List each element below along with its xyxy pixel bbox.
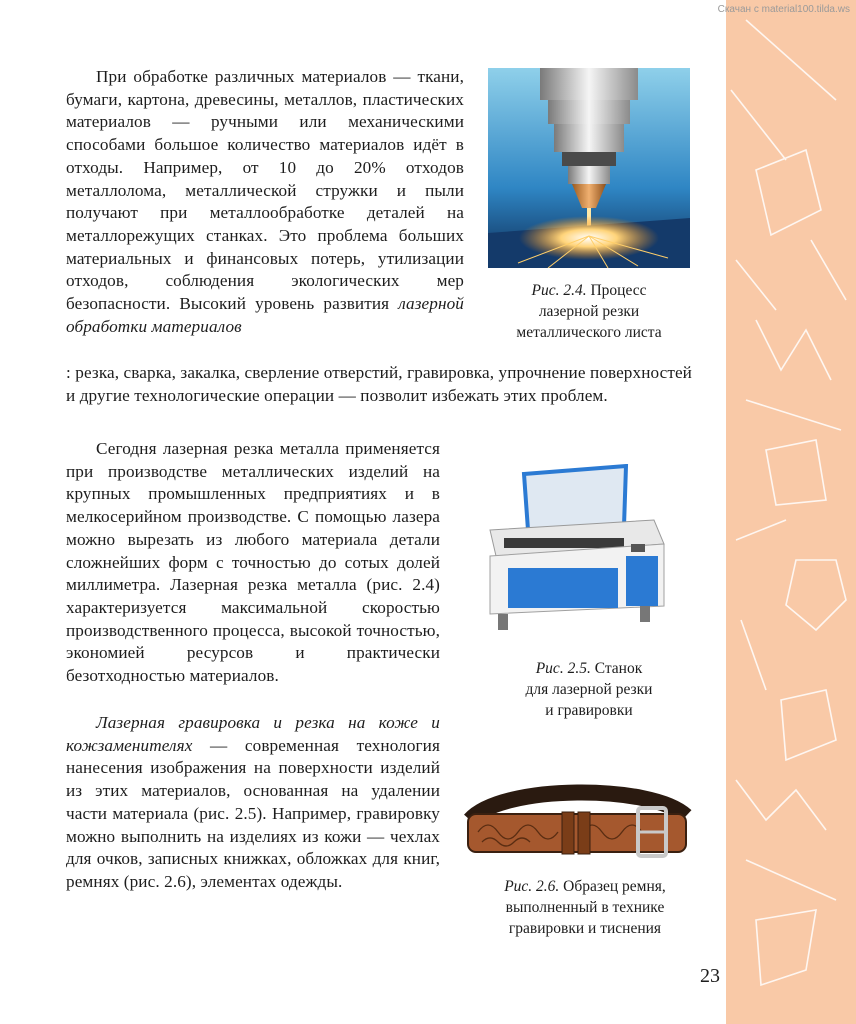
watermark: Скачан с material100.tilda.ws — [717, 4, 850, 15]
figure-2-6-caption — [470, 876, 700, 939]
paragraph-1-text-a: При обработке различных материалов — ткани, бумаги, картона, древесины, металлов, пластических материалов — ручными или механическими способами большое количество материалов идёт в отходы. Например, от 10 до 20% отходов металлолома, металлической стружки и пыли получают при металлообработке деталей на металлорежущих станках. Это проблема больших материальных и финансовых потерь, утилизации отходов, соблюдения экологических мер безопасности. Высокий уровень развития — [66, 67, 464, 314]
decorative-side-strip — [726, 0, 856, 1024]
paragraph-1-bottom — [66, 362, 692, 407]
paragraph-2 — [66, 438, 440, 688]
figure-2-4-line2: лазерной резки — [538, 303, 640, 320]
figure-2-6-line3: гравировки и тиснения — [508, 920, 662, 937]
figure-2-4-caption — [478, 280, 700, 343]
figure-2-5-number: Рис. 2.5. — [535, 660, 591, 677]
geometric-pattern — [726, 0, 856, 1024]
figure-2-5-caption — [478, 658, 700, 721]
paragraph-1-text-b: : резка, сварка, закалка, сверление отверстий, гравировка, упрочнение поверхностей и другие технологические операции — позволит избежать этих проблем. — [66, 363, 692, 405]
figure-2-4-line1: Процесс — [590, 282, 647, 299]
paragraph-3-text: — современная технология нанесения изображения на поверхности изделий из этих материалов, основанная на удалении части материала (рис. 2.5). Например, гравировку можно выполнить на изделиях из кожи — чехлах для очков, записных книжках, обложках для книг, ремнях (рис. 2.6), элементах одежды. — [66, 735, 440, 891]
paragraph-2-text: Сегодня лазерная резка металла применяется при производстве металлических изделий на крупных промышленных предприятиях и в мелкосерийном производстве. С помощью лазера можно вырезать из любого материала детали сложнейших форм с точностью до сотых долей миллиметра. Лазерная резка металла (рис. 2.4) характеризуется максимальной скоростью производственного процесса, высокой точностью, экономией ресурсов и практически безотходностью материалов. — [66, 439, 440, 686]
paragraph-3-italic: Лазерная гравировка и резка на коже и кожзаменителях — [66, 713, 440, 755]
figure-2-5-line2: для лазерной резки — [525, 681, 653, 698]
figure-2-4-number: Рис. 2.4. — [531, 282, 587, 299]
figure-2-4-line3: металлического листа — [516, 324, 662, 341]
laser-cutting-head-photo — [488, 68, 690, 268]
paragraph-1-top — [66, 66, 464, 338]
page-number: 23 — [700, 965, 720, 987]
laser-engraving-machine-photo — [484, 464, 670, 634]
paragraph-3 — [66, 712, 440, 894]
paragraph-1-italic: лазерной обработки материалов — [66, 294, 464, 336]
figure-2-5-line3: и гравировки — [545, 702, 633, 719]
figure-2-5-line1: Станок — [594, 660, 643, 677]
figure-2-6-number: Рис. 2.6. — [504, 878, 560, 895]
figure-2-6-line1: Образец ремня, — [563, 878, 666, 895]
figure-2-6-line2: выполненный в технике — [505, 899, 665, 916]
leather-belt-photo — [462, 780, 694, 866]
